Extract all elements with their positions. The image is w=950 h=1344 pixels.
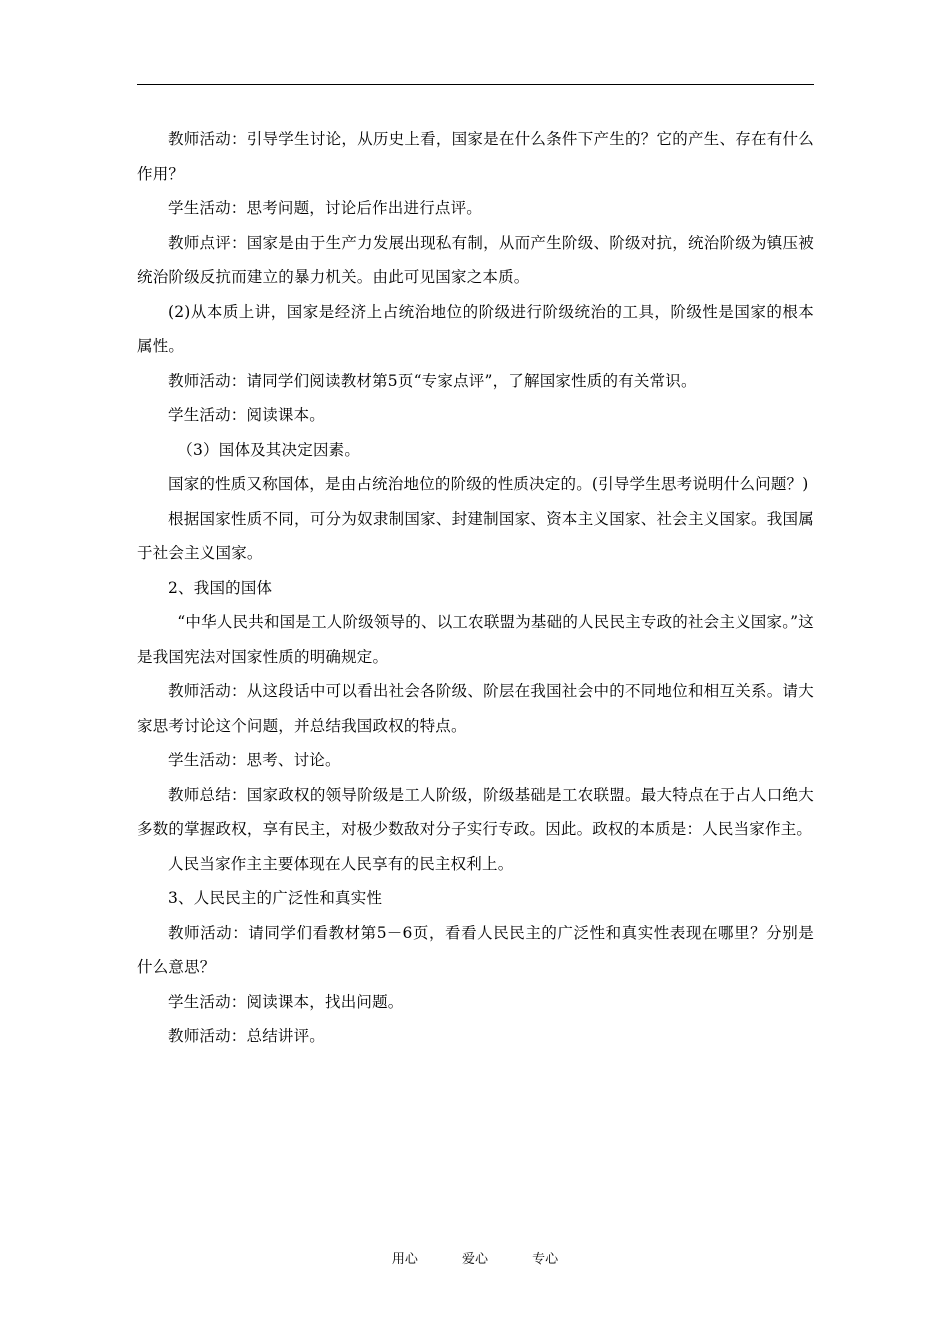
paragraph: 学生活动：阅读课本。 [168,406,326,424]
section-heading: 3、人民民主的广泛性和真实性 [168,889,383,907]
footer-item: 用心 [391,1252,418,1267]
paragraph: 教师总结：国家政权的领导阶级是工人阶级，阶级基础是工农联盟。最大特点在于占人口绝大多数的掌握政权，享有民主，对极少数敌对分子实行专政。因此。政权的本质是：人民当家作主。 [137,785,814,838]
paragraph: 教师活动：请同学们看教材第5－6页，看看人民民主的广泛性和真实性表现在哪里？分别是什么意思？ [137,923,814,976]
paragraph: 教师活动：总结讲评。 [168,1027,326,1045]
paragraph: 教师活动：请同学们阅读教材第5页“专家点评”，了解国家性质的有关常识。 [168,371,697,390]
paragraph: (2)从本质上讲，国家是经济上占统治地位的阶级进行阶级统治的工具，阶级性是国家的根本属性。 [137,302,814,355]
footer-item: 专心 [532,1252,559,1267]
paragraph: 教师活动：从这段话中可以看出社会各阶级、阶层在我国社会中的不同地位和相互关系。请大家思考讨论这个问题，并总结我国政权的特点。 [137,682,814,735]
paragraph: 人民当家作主主要体现在人民享有的民主权利上。 [168,854,514,873]
page-footer [0,1248,950,1267]
quote-paragraph: “中华人民共和国是工人阶级领导的、以工农联盟为基础的人民民主专政的社会主义国家。”这是我国宪法对国家性质的明确规定。 [137,613,814,666]
footer-item: 爱心 [461,1252,488,1267]
paragraph: 根据国家性质不同，可分为奴隶制国家、封建制国家、资本主义国家、社会主义国家。我国属于社会主义国家。 [137,509,814,562]
header-rule [137,84,814,85]
paragraph: 教师活动：引导学生讨论，从历史上看，国家是在什么条件下产生的？它的产生、存在有什么作用？ [137,130,814,183]
paragraph: 学生活动：思考问题，讨论后作出进行点评。 [168,199,483,217]
paragraph: （3）国体及其决定因素。 [177,440,361,459]
document-body [137,122,814,1054]
paragraph: 学生活动：阅读课本，找出问题。 [168,992,404,1011]
paragraph: 国家的性质又称国体，是由占统治地位的阶级的性质决定的。(引导学生思考说明什么问题？) [168,475,809,493]
paragraph: 学生活动：思考、讨论。 [168,751,341,769]
paragraph: 教师点评：国家是由于生产力发展出现私有制，从而产生阶级、阶级对抗，统治阶级为镇压被统治阶级反抗而建立的暴力机关。由此可见国家之本质。 [137,233,814,286]
section-heading: 2、我国的国体 [168,578,273,597]
